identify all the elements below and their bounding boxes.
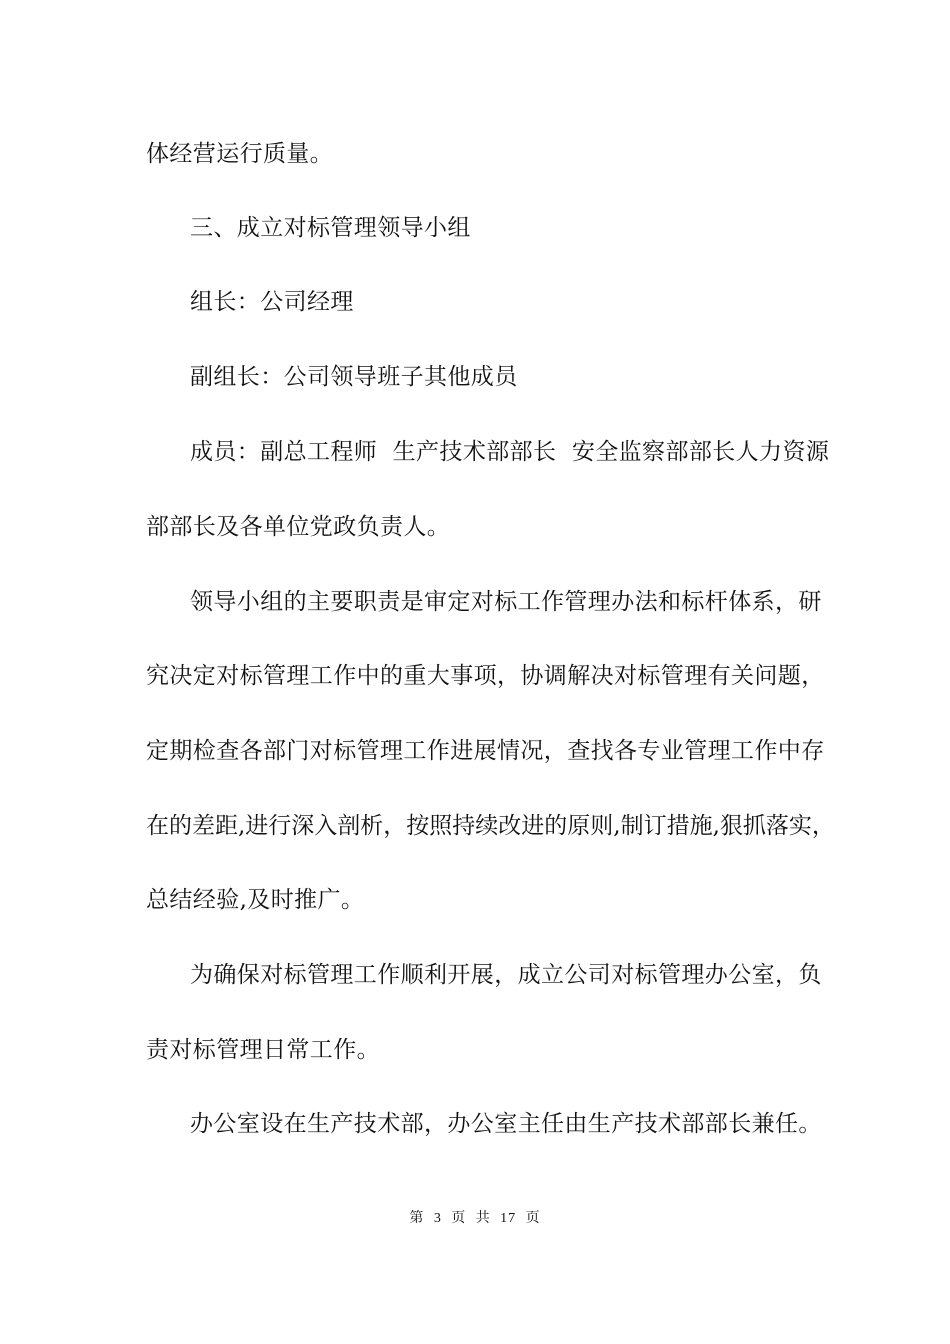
text-line: 为确保对标管理工作顺利开展，成立公司对标管理办公室，负 [190,962,822,988]
footer-prefix: 第 [409,1210,425,1226]
text-line: 领导小组的主要职责是审定对标工作管理办法和标杆体系，研 [190,589,822,615]
footer-suffix: 页 [525,1210,541,1226]
text-line: 体经营运行质量。 [146,141,334,167]
text-line: 在的差距,进行深入剖析，按照持续改进的原则,制订措施,狠抓落实， [146,813,835,839]
text-line: 总结经验,及时推广。 [146,887,365,913]
text-line: 部部长及各单位党政负责人。 [146,514,451,540]
text-line: 成员：副总工程师 生产技术部部长 安全监察部部长人力资源 [190,439,830,465]
page-footer [0,1208,950,1229]
text-line: 定期检查各部门对标管理工作进展情况，查找各专业管理工作中存 [146,738,825,764]
text-line: 责对标管理日常工作。 [146,1037,380,1063]
section-heading: 三、成立对标管理领导小组 [190,215,471,241]
text-line: 副组长：公司领导班子其他成员 [190,364,518,390]
text-line: 组长：公司经理 [190,289,354,315]
total-pages-number: 17 [500,1211,517,1226]
text-line: 办公室设在生产技术部，办公室主任由生产技术部部长兼任。 [190,1111,822,1137]
text-line: 究决定对标管理工作中的重大事项，协调解决对标管理有关问题， [146,663,825,689]
footer-page-word: 页 [451,1210,467,1226]
current-page-number: 3 [433,1211,442,1226]
footer-total-word: 共 [475,1210,491,1226]
